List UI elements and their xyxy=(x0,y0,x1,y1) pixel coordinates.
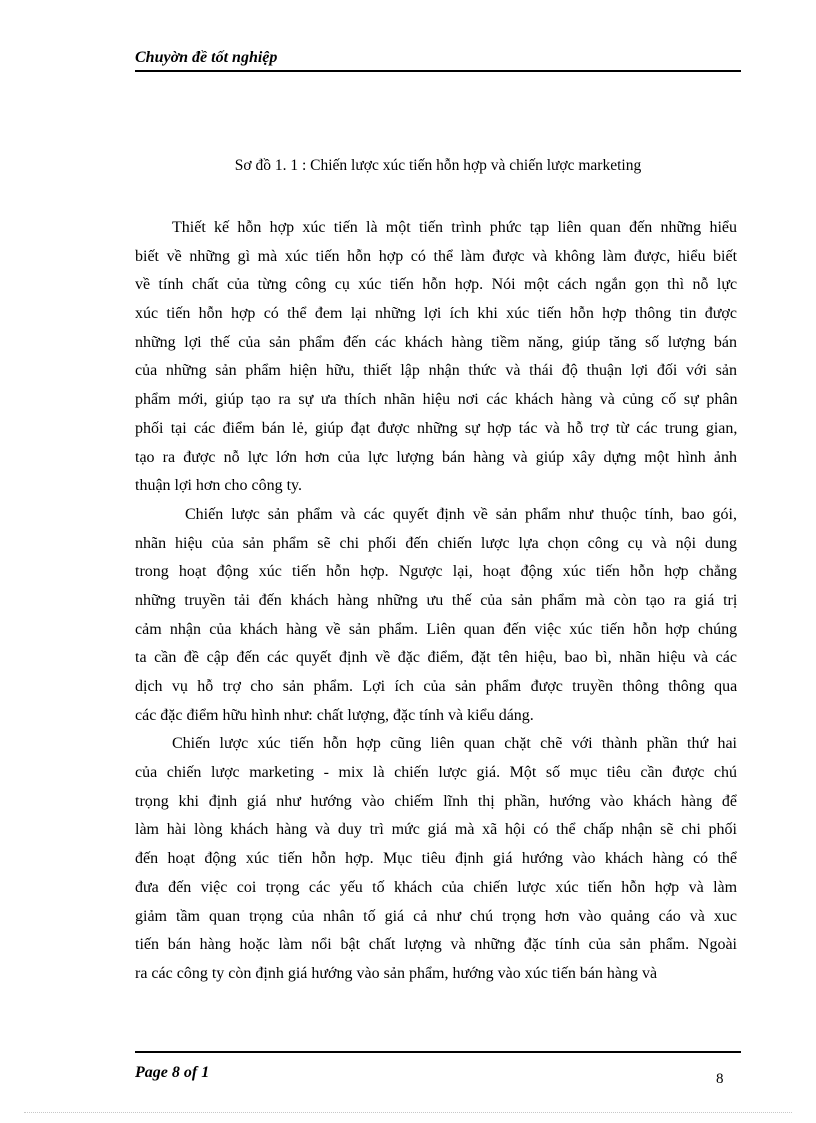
text-line: đưa đến việc coi trọng các yếu tố khách của chiến lược xúc tiến hỗn hợp và làm xyxy=(135,878,738,896)
text-line: của những sản phẩm hiện hữu, thiết lập nhận thức và thái độ thuận lợi đối với sản xyxy=(135,362,737,380)
text-line: về tính chất của từng công cụ xúc tiến hỗn hợp. Nói một cách ngắn gọn thì nỗ lực xyxy=(135,276,738,294)
text-line: các đặc điểm hữu hình như: chất lượng, đặc tính và kiểu dáng. xyxy=(135,706,534,724)
body-text xyxy=(135,214,737,989)
text-line: thuận lợi hơn cho công ty. xyxy=(135,477,302,495)
text-line: biết về những gì mà xúc tiến hỗn hợp có thể làm được và không làm được, hiểu biết xyxy=(135,247,738,265)
text-line: Chiến lược xúc tiến hỗn hợp cũng liên quan chặt chẽ với thành phần thứ hai xyxy=(172,735,737,753)
paragraph-1 xyxy=(135,214,737,501)
page-bottom-dotted-line xyxy=(24,1112,792,1113)
page-footer xyxy=(135,1051,741,1083)
header-title: Chuyờn đề tốt nghiệp xyxy=(135,49,278,66)
header-rule xyxy=(135,70,741,72)
text-line: trong hoạt động xúc tiến hỗn hợp. Ngược lại, hoạt động xúc tiến hỗn hợp chẳng xyxy=(135,563,737,581)
text-line: phẩm mới, giúp tạo ra sự ưa thích nhãn hiệu nơi các khách hàng và củng cố sự phân xyxy=(135,391,738,409)
page-number: 8 xyxy=(716,1071,724,1087)
text-line: ta cần đề cập đến các quyết định về đặc điểm, đặt tên hiệu, bao bì, nhãn hiệu và các xyxy=(135,649,737,667)
paragraph-2 xyxy=(135,501,737,731)
text-line: Chiến lược sản phẩm và các quyết định về sản phẩm như thuộc tính, bao gói, xyxy=(185,505,737,523)
footer-page-label: Page 8 of 1 xyxy=(135,1064,210,1081)
text-line: những truyền tải đến khách hàng những ưu thế của sản phẩm mà còn tạo ra giá trị xyxy=(135,591,738,609)
text-line: cảm nhận của khách hàng về sản phẩm. Liên quan đến việc xúc tiến hỗn hợp chúng xyxy=(135,620,738,638)
text-line: đến hoạt động xúc tiến hỗn hợp. Mục tiêu định giá hướng vào khách hàng có thể xyxy=(135,850,737,868)
text-line: xúc tiến hỗn hợp có thể đem lại những lợi ích khi xúc tiến hỗn hợp thông tin được xyxy=(135,305,737,323)
text-line: ra các công ty còn định giá hướng vào sản phẩm, hướng vào xúc tiến bán hàng và xyxy=(135,964,658,982)
text-line: làm hài lòng khách hàng và duy trì mức giá mà xã hội có thể chấp nhận sẽ chi phối xyxy=(135,821,737,839)
text-line: giảm tầm quan trọng của nhân tố giá cả như chú trọng hơn vào quảng cáo và xuc xyxy=(135,907,737,925)
paragraph-3 xyxy=(135,730,737,988)
text-line: phối tại các điểm bán lẻ, giúp đạt được những sự hợp tác và hỗ trợ từ các trung gian, xyxy=(135,419,738,437)
text-line: trọng khi định giá như hướng vào chiếm lĩnh thị phần, hướng vào khách hàng để xyxy=(135,792,737,810)
text-line: tạo ra được nỗ lực lớn hơn của lực lượng bán hàng và giúp xây dựng một hình ảnh xyxy=(135,448,737,466)
figure-caption: Sơ đồ 1. 1 : Chiến lược xúc tiến hỗn hợp và chiến lược marketing xyxy=(234,157,642,174)
text-line: nhãn hiệu của sản phẩm sẽ chi phối đến chiến lược lựa chọn công cụ và nội dung xyxy=(135,534,737,552)
text-line: của chiến lược marketing - mix là chiến lược giá. Một số mục tiêu cần được chú xyxy=(135,764,738,782)
text-line: tiến bán hàng hoặc làm nổi bật chất lượng và những đặc tính của sản phẩm. Ngoài xyxy=(135,936,737,954)
text-line: Thiết kế hỗn hợp xúc tiến là một tiến trình phức tạp liên quan đến những hiểu xyxy=(172,219,737,236)
page-header xyxy=(135,48,741,72)
text-line: dịch vụ hỗ trợ cho sản phẩm. Lợi ích của sản phẩm được truyền thông thông qua xyxy=(135,678,738,695)
text-line: những lợi thế của sản phẩm đến các khách hàng tiềm năng, giúp tăng số lượng bán xyxy=(135,333,737,351)
